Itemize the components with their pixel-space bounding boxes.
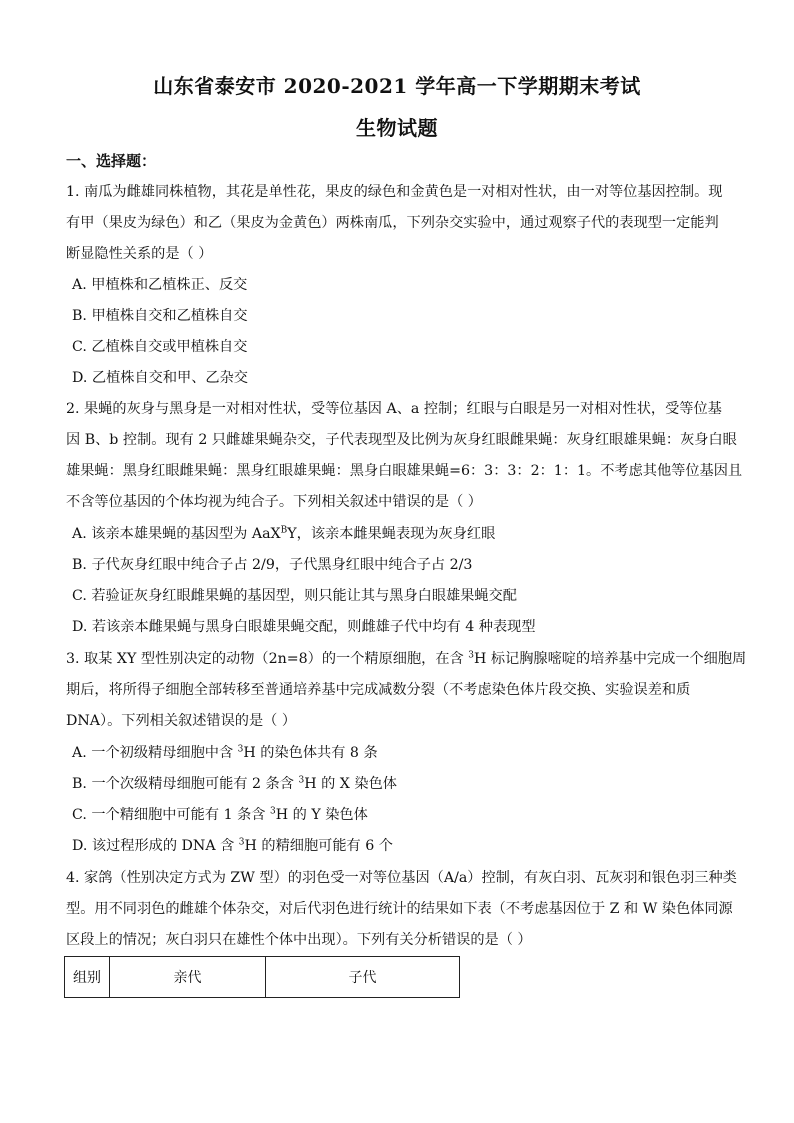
question-3-option-d — [72, 836, 393, 856]
table-header-parents: 亲代 — [110, 957, 266, 998]
table-header-offspring: 子代 — [266, 957, 460, 998]
option-b-text-2: H 的 X 染色体 — [304, 776, 397, 792]
q3-text-2: H 标记胸腺嘧啶的培养基中完成一个细胞周 — [473, 651, 747, 667]
option-c-text-2: H 的 Y 染色体 — [275, 807, 368, 823]
option-a-text-1: A. 该亲本雄果蝇的基因型为 AaX — [72, 526, 281, 542]
page-title: 山东省泰安市 2020-2021 学年高一下学期期末考试 — [153, 74, 641, 98]
option-a-text-2: Y，该亲本雌果蝇表现为灰身红眼 — [287, 526, 496, 542]
option-c-text-1: C. 一个精细胞中可能有 1 条含 — [72, 807, 270, 823]
results-table — [64, 956, 460, 998]
question-1-option-d: D. 乙植株自交和甲、乙杂交 — [72, 370, 248, 386]
question-1-option-a: A. 甲植株和乙植株正、反交 — [72, 277, 248, 293]
question-3-option-c — [72, 805, 368, 825]
question-1-option-c: C. 乙植株自交或甲植株自交 — [72, 339, 248, 355]
question-1-line-2: 有甲（果皮为绿色）和乙（果皮为金黄色）两株南瓜，下列杂交实验中，通过观察子代的表现型一定能判 — [66, 215, 719, 231]
question-2-option-d: D. 若该亲本雌果蝇与黑身白眼雄果蝇交配，则雌雄子代中均有 4 种表现型 — [72, 619, 536, 635]
question-3-line-2: 期后，将所得子细胞全部转移至普通培养基中完成减数分裂（不考虑染色体片段交换、实验误差和质 — [66, 682, 691, 698]
superscript: 3 — [237, 744, 244, 755]
question-2-line-2: 因 B、b 控制。现有 2 只雌雄果蝇杂交，子代表现型及比例为灰身红眼雌果蝇：灰身红眼雄果蝇：灰身白眼 — [66, 432, 737, 448]
superscript: 3 — [270, 806, 276, 817]
question-1-line-1: 1. 南瓜为雌雄同株植物，其花是单性花，果皮的绿色和金黄色是一对相对性状，由一对等位基因控制。现 — [66, 184, 723, 200]
question-2-option-c: C. 若验证灰身红眼雌果蝇的基因型，则只能让其与黑身白眼雄果蝇交配 — [72, 588, 517, 604]
question-1-line-3: 断显隐性关系的是（ ） — [66, 246, 213, 262]
question-2-option-b: B. 子代灰身红眼中纯合子占 2/9，子代黑身红眼中纯合子占 2/3 — [72, 557, 473, 573]
question-1-option-b: B. 甲植株自交和乙植株自交 — [72, 308, 248, 324]
question-2-line-1: 2. 果蝇的灰身与黑身是一对相对性状，受等位基因 A、a 控制；红眼与白眼是另一对相对性状，受等位基 — [66, 401, 722, 417]
question-2-line-4: 不含等位基因的个体均视为纯合子。下列相关叙述中错误的是（ ） — [66, 494, 482, 510]
question-3-line-3: DNA）。下列相关叙述错误的是（ ） — [66, 713, 297, 729]
question-4-line-1: 4. 家鸽（性别决定方式为 ZW 型）的羽色受一对等位基因（A/a）控制，有灰白羽、瓦灰羽和银色羽三种类 — [66, 870, 737, 886]
option-d-text-2: H 的精细胞可能有 6 个 — [244, 838, 393, 854]
question-3-line-1 — [66, 649, 746, 669]
option-d-text-1: D. 该过程形成的 DNA 含 — [72, 838, 239, 854]
option-a-text-1: A. 一个初级精母细胞中含 — [72, 745, 238, 761]
superscript: 3 — [298, 775, 305, 786]
section-heading: 一、选择题： — [66, 152, 157, 170]
superscript: B — [280, 525, 288, 536]
option-a-text-2: H 的染色体共有 8 条 — [243, 745, 378, 761]
question-2-line-3: 雄果蝇：黑身红眼雌果蝇：黑身红眼雄果蝇：黑身白眼雄果蝇=6：3：3：2：1：1。不考虑其他等位基因且 — [66, 463, 743, 479]
question-3-option-b — [72, 774, 397, 794]
question-3-option-a — [72, 743, 378, 763]
superscript: 3 — [238, 837, 245, 848]
table-header-group: 组别 — [65, 957, 110, 998]
option-b-text-1: B. 一个次级精母细胞可能有 2 条含 — [72, 776, 299, 792]
q3-text-1: 3. 取某 XY 型性别决定的动物（2n=8）的一个精原细胞，在含 — [66, 651, 469, 667]
table-header-row — [65, 957, 460, 998]
question-4-line-3: 区段上的情况；灰白羽只在雄性个体中出现）。下列有关分析错误的是（ ） — [66, 932, 532, 948]
question-4-line-2: 型。用不同羽色的雌雄个体杂交，对后代羽色进行统计的结果如下表（不考虑基因位于 Z 和 W 染色体同源 — [66, 901, 733, 917]
superscript: 3 — [468, 650, 474, 661]
page-subtitle: 生物试题 — [356, 116, 438, 140]
question-2-option-a — [72, 524, 495, 544]
